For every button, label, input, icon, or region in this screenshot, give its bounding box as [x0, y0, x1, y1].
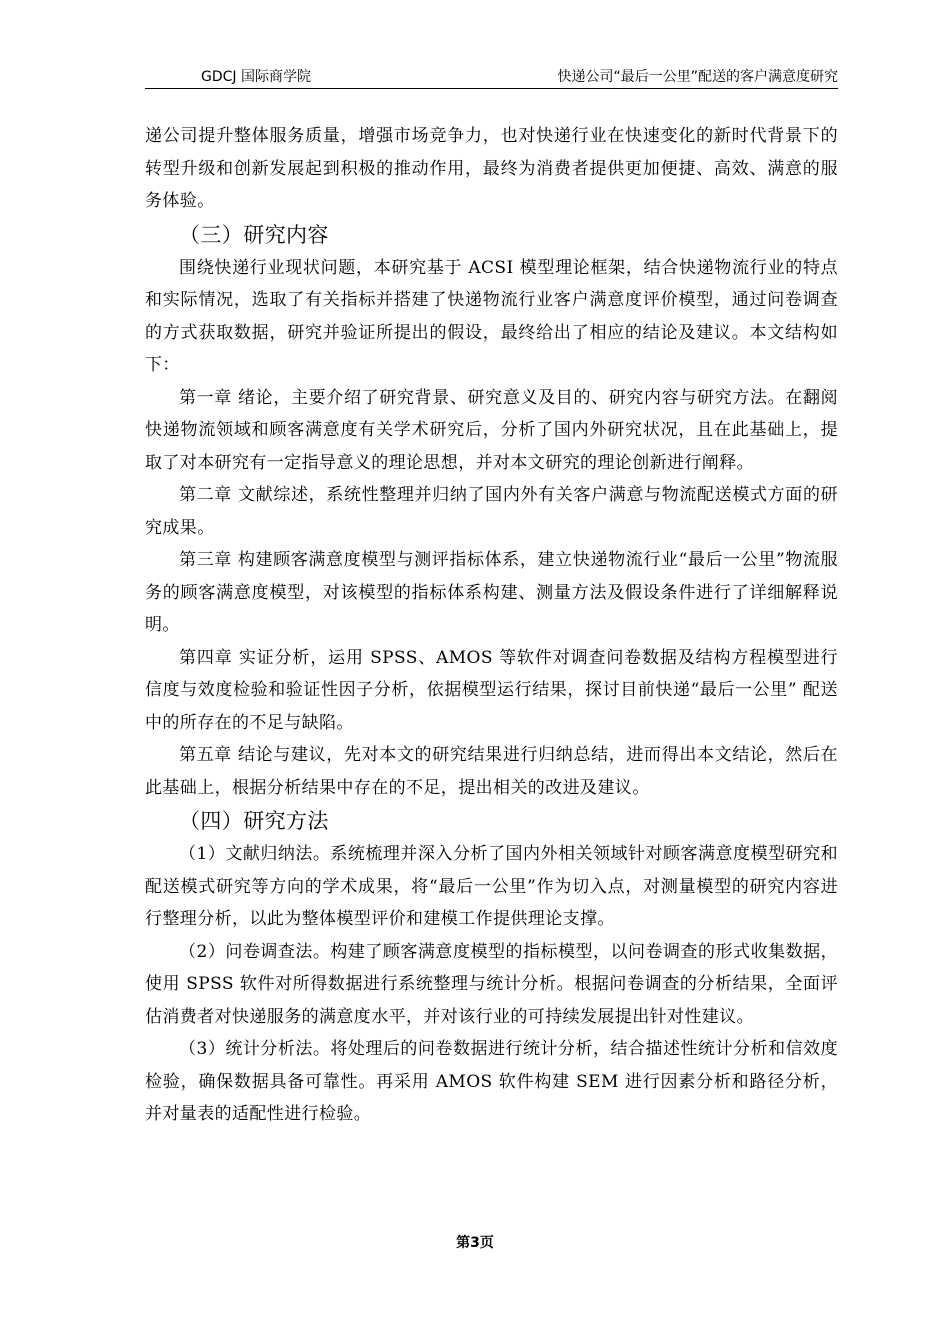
chapter-2-paragraph: 第二章 文献综述，系统性整理并归纳了国内外有关客户满意与物流配送模式方面的研究成果。: [145, 485, 838, 538]
header-title: 快递公司“最后一公里”配送的客户满意度研究: [557, 69, 838, 85]
page-number: 第3页: [456, 1235, 494, 1251]
page-header: [145, 66, 838, 89]
document-body: [145, 120, 838, 1131]
chapter-1-paragraph: 第一章 绪论，主要介绍了研究背景、研究意义及目的、研究内容与研究方法。在翻阅快递物流领域和顾客满意度有关学术研究后，分析了国内外研究状况，且在此基础上，提取了对本研究有一定指导意义的理论思想，并对本文研究的理论创新进行阐释。: [145, 387, 838, 473]
method-3-paragraph: （3）统计分析法。将处理后的问卷数据进行统计分析，结合描述性统计分析和信效度检验，确保数据具备可靠性。再采用 AMOS 软件构建 SEM 进行因素分析和路径分析，并对量表的适配性进行检验。: [145, 1039, 838, 1124]
chapter-3-paragraph: 第三章 构建顾客满意度模型与测评指标体系，建立快递物流行业“最后一公里”物流服务的顾客满意度模型，对该模型的指标体系构建、测量方法及假设条件进行了详细解释说明。: [145, 550, 838, 635]
intro-continuation: 递公司提升整体服务质量，增强市场竞争力，也对快递行业在快速变化的新时代背景下的转型升级和创新发展起到积极的推动作用，最终为消费者提供更加便捷、高效、满意的服务体验。: [145, 126, 838, 211]
method-2-paragraph: （2）问卷调查法。构建了顾客满意度模型的指标模型，以问卷调查的形式收集数据，使用 SPSS 软件对所得数据进行系统整理与统计分析。根据问卷调查的分析结果，全面评估消费者对快递服务的满意度水平，并对该行业的可持续发展提出针对性建议。: [145, 941, 838, 1027]
header-school: GDCJ 国际商学院: [201, 69, 311, 85]
method-1-paragraph: （1）文献归纳法。系统梳理并深入分析了国内外相关领域针对顾客满意度模型研究和配送模式研究等方向的学术成果，将“最后一公里”作为切入点，对测量模型的研究内容进行整理分析，以此为整体模型评价和建模工作提供理论支撑。: [145, 844, 838, 929]
research-content-paragraph: 围绕快递行业现状问题，本研究基于 ACSI 模型理论框架，结合快递物流行业的特点和实际情况，选取了有关指标并搭建了快递物流行业客户满意度评价模型，通过问卷调查的方式获取数据，研究并验证所提出的假设，最终给出了相应的结论及建议。本文结构如下：: [145, 257, 838, 375]
chapter-4-paragraph: 第四章 实证分析，运用 SPSS、AMOS 等软件对调查问卷数据及结构方程模型进行信度与效度检验和验证性因子分析，依据模型运行结果，探讨目前快递“最后一公里” 配送中的所存在的不足与缺陷。: [145, 647, 838, 733]
section-heading-research-methods: （四）研究方法: [179, 809, 329, 833]
section-heading-research-content: （三）研究内容: [179, 222, 329, 247]
chapter-5-paragraph: 第五章 结论与建议，先对本文的研究结果进行归纳总结，进而得出本文结论，然后在此基础上，根据分析结果中存在的不足，提出相关的改进及建议。: [145, 745, 838, 798]
